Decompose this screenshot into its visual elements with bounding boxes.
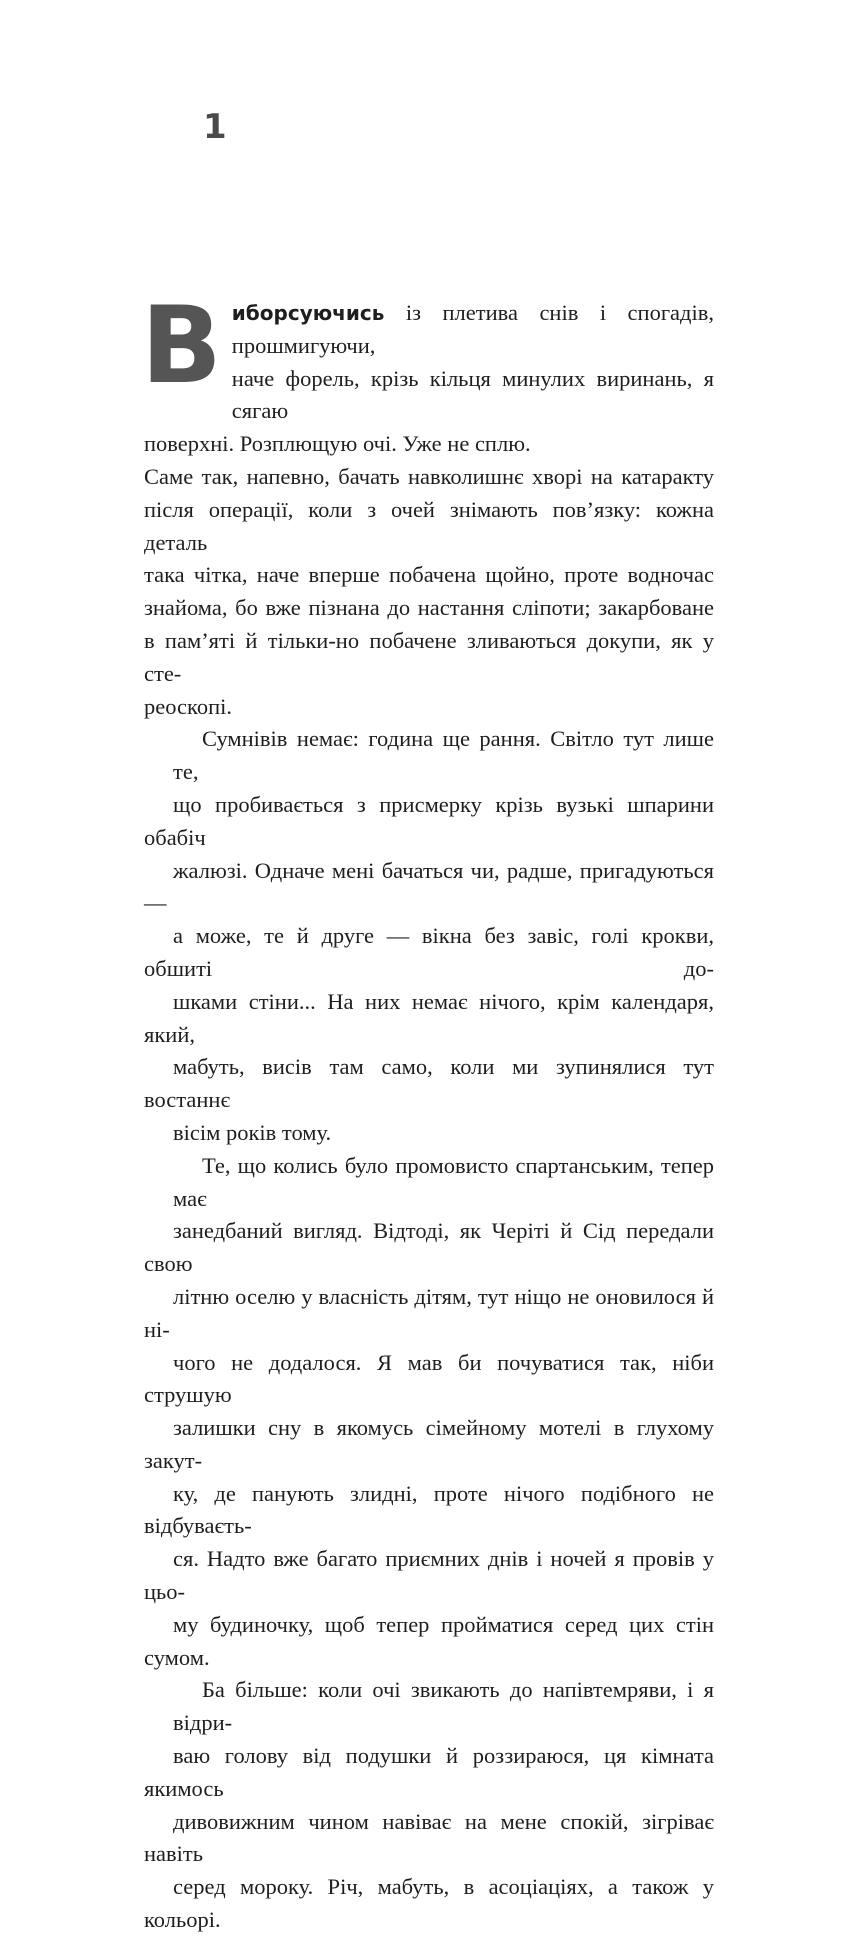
text-line: в пам’яті й тільки-но побачене зливаються докупи, як у сте- — [144, 627, 714, 686]
text-line: Саме так, напевно, бачать навколишнє хворі на катаракту — [144, 463, 714, 489]
text-line: така чітка, наче вперше побачена щойно, проте водночас — [144, 562, 714, 588]
text-line: що пробивається з присмерку крізь вузькі шпарини обабіч — [144, 791, 714, 850]
paragraph — [144, 461, 714, 723]
text-line: Сумнівів немає: година ще рання. Світло тут лише те, — [173, 726, 714, 785]
paragraph — [144, 1674, 714, 1936]
text-line: ся. Надто вже багато приємних днів і ночей я провів у цьо- — [144, 1546, 714, 1605]
text-line: дивовижним чином навіває на мене спокій, зігріває навіть — [144, 1808, 714, 1867]
text-line: ваю голову від подушки й роззираюся, ця кімната якимось — [144, 1743, 714, 1801]
text-line: поверхні. Розплющую очі. Уже не сплю. — [144, 431, 531, 457]
text-line: після операції, коли з очей знімають пов’язку: кожна деталь — [144, 496, 714, 555]
text-line: жалюзі. Одначе мені бачаться чи, радше, пригадуються — — [144, 857, 714, 916]
text-line: Те, що колись було промовисто спартанським, тепер має — [173, 1152, 714, 1211]
opening-paragraph — [141, 284, 714, 461]
text-line: літню оселю у власність дітям, тут ніщо не оновилося й ні- — [144, 1283, 714, 1342]
text-line: реоскопі. — [144, 693, 232, 719]
lead-in: иборсуючись — [231, 301, 385, 325]
text-line: серед мороку. Річ, мабуть, в асоціаціях, а також у кольорі. — [144, 1874, 714, 1933]
text-line: занедбаний вигляд. Відтоді, як Черіті й Сід передали свою — [144, 1218, 714, 1277]
text-line: му будиночку, щоб тепер пройматися серед цих стін сумом. — [144, 1611, 714, 1670]
text-line: залишки сну в якомусь сімейному мотелі в глухому закут- — [144, 1415, 714, 1473]
paragraph — [144, 1150, 714, 1675]
text-line: Ба більше: коли очі звикають до напівтемряви, і я відри- — [173, 1677, 714, 1736]
text-line: мабуть, висів там само, коли ми зупинялися тут востаннє — [144, 1054, 714, 1113]
text-line: знайома, бо вже пізнана до настання сліпоти; закарбоване — [144, 595, 714, 621]
text-line: наче форель, крізь кільця минулих виринань, я сягаю — [231, 365, 714, 424]
body-text — [141, 284, 714, 1937]
paragraph — [144, 723, 714, 1149]
text-line: чого не додалося. Я мав би почуватися так, ніби струшую — [144, 1349, 714, 1408]
text-line: а може, те й друге — вікна без завіс, голі крокви, обшиті до- — [144, 923, 714, 981]
text-line: иборсуючись із плетива снів і спогадів, прошмигуючи, — [231, 300, 714, 358]
chapter-number: 1 — [203, 107, 227, 147]
text-line: ку, де панують злидні, проте нічого подібного не відбуваєть- — [144, 1480, 714, 1539]
text-line: шками стіни... На них немає нічого, крім календаря, який, — [144, 988, 714, 1047]
drop-cap: В — [141, 284, 222, 407]
text-line: вісім років тому. — [173, 1119, 332, 1145]
